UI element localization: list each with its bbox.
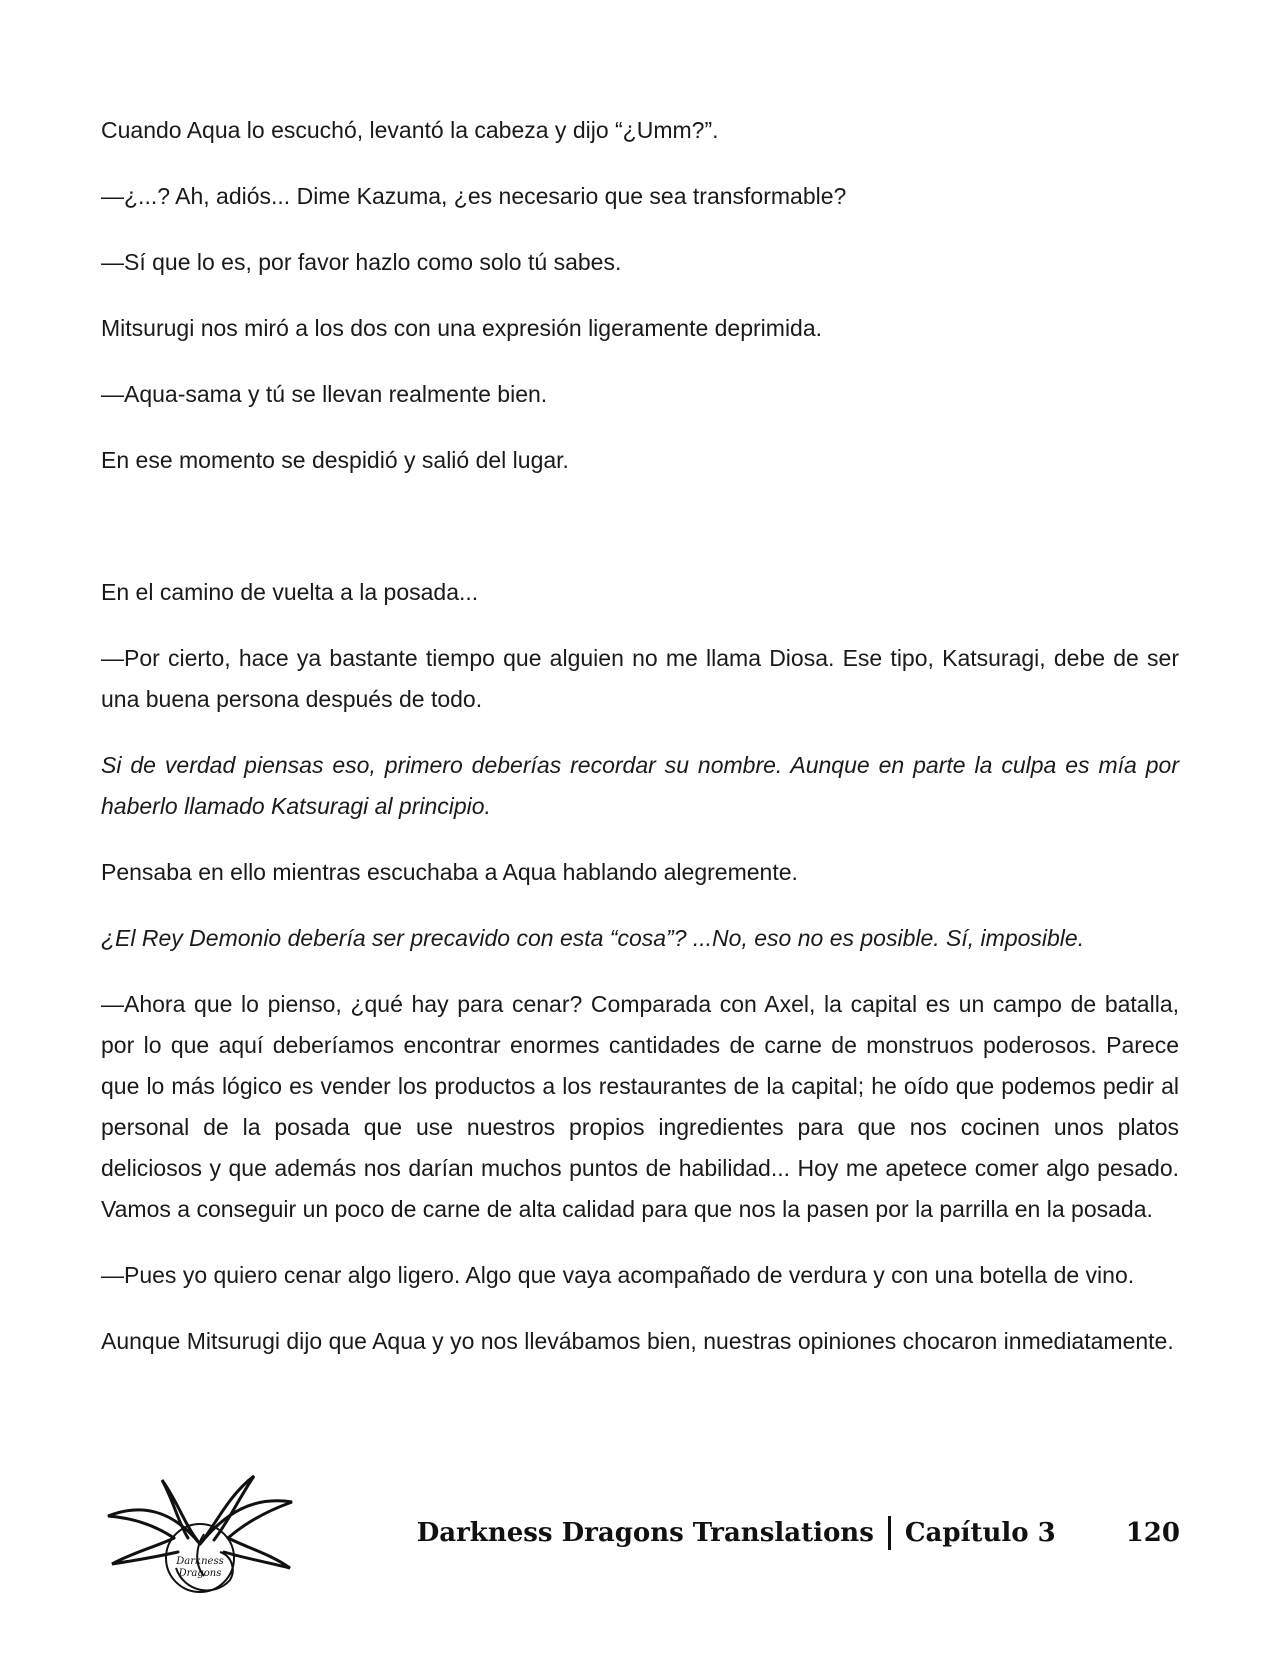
page-body	[101, 110, 1179, 1387]
paragraph: —Por cierto, hace ya bastante tiempo que alguien no me llama Diosa. Ese tipo, Katsuragi, debe de ser una buena persona después de todo.	[101, 645, 1179, 712]
thought-paragraph: Si de verdad piensas eso, primero deberías recordar su nombre. Aunque en parte la culpa es mía por haberlo llamado Katsuragi al principio.	[101, 752, 1179, 819]
paragraph: Aunque Mitsurugi dijo que Aqua y yo nos llevábamos bien, nuestras opiniones chocaron inmediatamente.	[101, 1328, 1174, 1354]
chapter-label: Capítulo 3	[904, 1518, 1056, 1548]
footer-divider	[888, 1516, 891, 1550]
paragraph: En el camino de vuelta a la posada...	[101, 579, 479, 605]
paragraph: —Aqua-sama y tú se llevan realmente bien.	[101, 381, 548, 407]
paragraph: Cuando Aqua lo escuchó, levantó la cabeza y dijo “¿Umm?”.	[101, 117, 719, 143]
footer-caption	[417, 1516, 1180, 1550]
group-name: Darkness Dragons Translations	[416, 1518, 874, 1548]
logo-text: Darkness	[176, 1556, 224, 1567]
svg-text:Dragons: Dragons	[178, 1568, 222, 1579]
paragraph: —Sí que lo es, por favor hazlo como solo tú sabes.	[101, 249, 622, 275]
page-footer	[0, 1472, 1280, 1612]
paragraph: —Pues yo quiero cenar algo ligero. Algo que vaya acompañado de verdura y con una botella de vino.	[101, 1262, 1135, 1288]
paragraph: En ese momento se despidió y salió del lugar.	[101, 447, 569, 473]
page-number: 120	[1125, 1518, 1180, 1548]
paragraph: Pensaba en ello mientras escuchaba a Aqua hablando alegremente.	[101, 859, 798, 885]
paragraph: —¿...? Ah, adiós... Dime Kazuma, ¿es necesario que sea transformable?	[101, 183, 847, 209]
paragraph: —Ahora que lo pienso, ¿qué hay para cenar? Comparada con Axel, la capital es un campo de batalla, por lo que aquí deberíamos encontrar enormes cantidades de carne de monstruos poderosos. Parece que lo más lógico es vender los productos a los restaurantes de la capital; he oído que podemos pedir al personal de la posada que use nuestros propios ingredientes para que nos cocinen unos platos deliciosos y que además nos darían muchos puntos de habilidad... Hoy me apetece comer algo pesado. Vamos a conseguir un poco de carne de alta calidad para que nos la pasen por la parrilla en la posada.	[101, 991, 1179, 1222]
paragraph: Mitsurugi nos miró a los dos con una expresión ligeramente deprimida.	[101, 315, 823, 341]
dragon-logo-icon	[104, 1472, 296, 1608]
section-break	[101, 506, 1179, 572]
thought-paragraph: ¿El Rey Demonio debería ser precavido con esta “cosa”? ...No, eso no es posible. Sí, imposible.	[101, 925, 1085, 951]
